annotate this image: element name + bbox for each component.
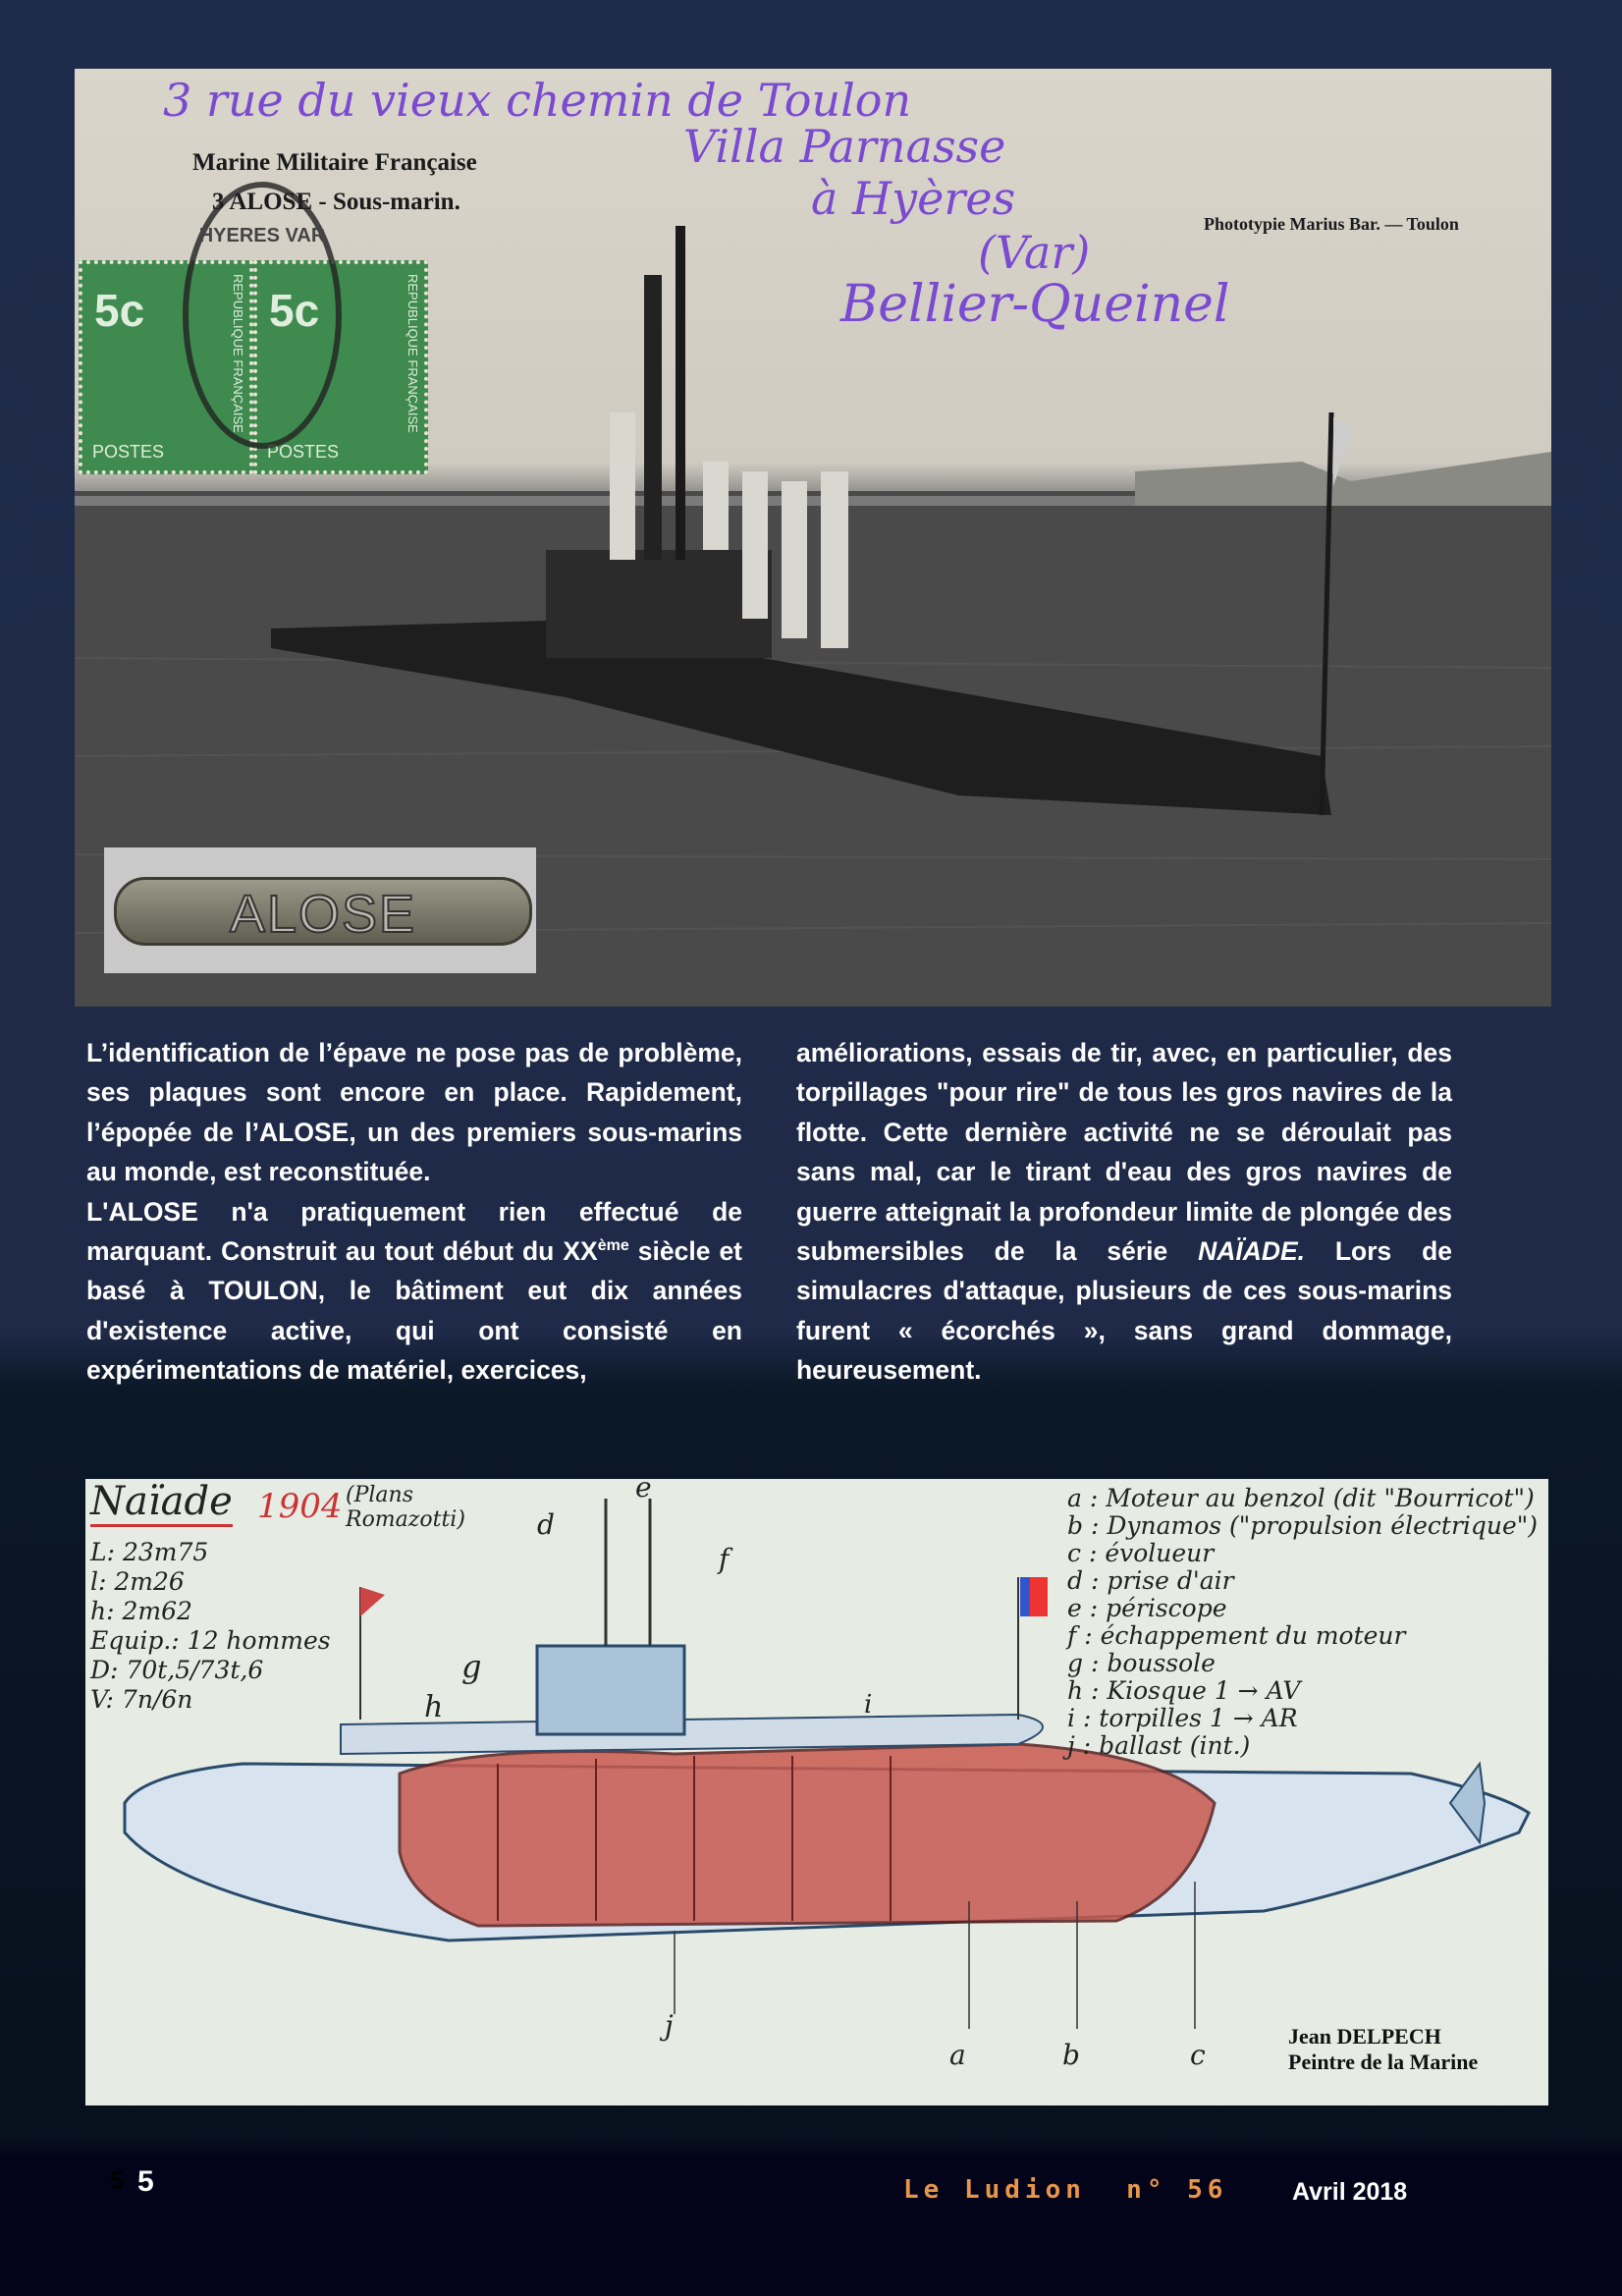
postmark: HYERES VAR: [183, 182, 342, 449]
page-number-shadow: 5: [110, 2165, 125, 2195]
drawing-note: (Plans Romazotti): [346, 1483, 465, 1532]
handwritten-signature: Bellier-Queinel: [840, 275, 1230, 334]
postcard-printer-credit: Phototypie Marius Bar. — Toulon: [1204, 214, 1459, 234]
drawing-year: 1904: [257, 1487, 343, 1526]
postcard-printed-title: Marine Militaire Française: [192, 149, 477, 176]
part-label-i: i: [864, 1690, 873, 1720]
page-number: 5: [137, 2165, 154, 2198]
handwritten-address-line: (Var): [978, 226, 1091, 279]
part-label-j: j: [665, 2009, 674, 2042]
drawing-title: Naïade: [90, 1479, 233, 1527]
part-label-g: g: [461, 1648, 482, 1685]
part-label-h: h: [424, 1690, 444, 1724]
drawing-legend: a : Moteur au benzol (dit "Bourricot") b : Dynamos ("propulsion électrique") c : évolueur d : prise d'air e : périscope f : échappement du moteur g : boussole h : Kiosque 1 → AV i : torpilles 1 → AR j : ballast (int.): [1067, 1484, 1539, 1760]
postage-stamp: 5c REPUBLIQUE FRANÇAISE POSTES: [79, 260, 253, 474]
article-right-column: améliorations, essais de tir, avec, en particulier, des torpillages "pour rire" de tous les gros navires de la flotte. Cette dernière activité ne se déroulait pas sans mal, car le tirant d'eau des gros navires de guerre atteignait la profondeur limite de plongée des submersibles de la série NAÏADE. Lors de simulacres d'attaque, plusieurs de ces sous-marins furent « écorchés », sans grand dommage, heureusement.: [796, 1038, 1453, 1386]
handwritten-address-line: 3 rue du vieux chemin de Toulon: [163, 74, 912, 127]
postage-stamp: 5c REPUBLIQUE FRANÇAISE POSTES: [253, 260, 428, 474]
part-label-e: e: [635, 1479, 652, 1503]
part-label-a: a: [949, 2039, 966, 2071]
handwritten-address-line: à Hyères: [811, 172, 1016, 225]
part-label-f: f: [719, 1543, 730, 1575]
article-left-column: L’identification de l’épave ne pose pas de problème, ses plaques sont encore en place. Rapidement, l’épopée de l’ALOSE, un des premiers sous-marins au monde, est reconstituée. L'ALOSE n'a pratiquement rien effectué de marquant. Construit au tout début du XXème siècle et basé à TOULON, le bâtiment eut dix années d'existence active, qui ont consisté en expérimentations de matériel, exercices,: [86, 1038, 743, 1386]
postcard-photo: [75, 69, 1551, 1007]
alose-nameplate-photo: ALOSE: [104, 847, 536, 973]
postcard-printed-caption: 3 ALOSE - Sous-marin.: [212, 189, 460, 215]
magazine-name: Le Ludion n° 56: [903, 2175, 1228, 2205]
part-label-b: b: [1062, 2039, 1080, 2071]
issue-date: Avril 2018: [1292, 2178, 1408, 2206]
part-label-d: d: [537, 1508, 555, 1541]
handwritten-address-line: Villa Parnasse: [683, 120, 1006, 173]
naiade-submarine-drawing: [85, 1479, 1548, 2105]
drawing-specs: L: 23m75 l: 2m26 h: 2m62 Equip.: 12 hommes D: 70t,5/73t,6 V: 7n/6n: [90, 1538, 331, 1714]
artist-credit: Jean DELPECH Peintre de la Marine: [1288, 2024, 1479, 2074]
part-label-c: c: [1190, 2039, 1206, 2071]
